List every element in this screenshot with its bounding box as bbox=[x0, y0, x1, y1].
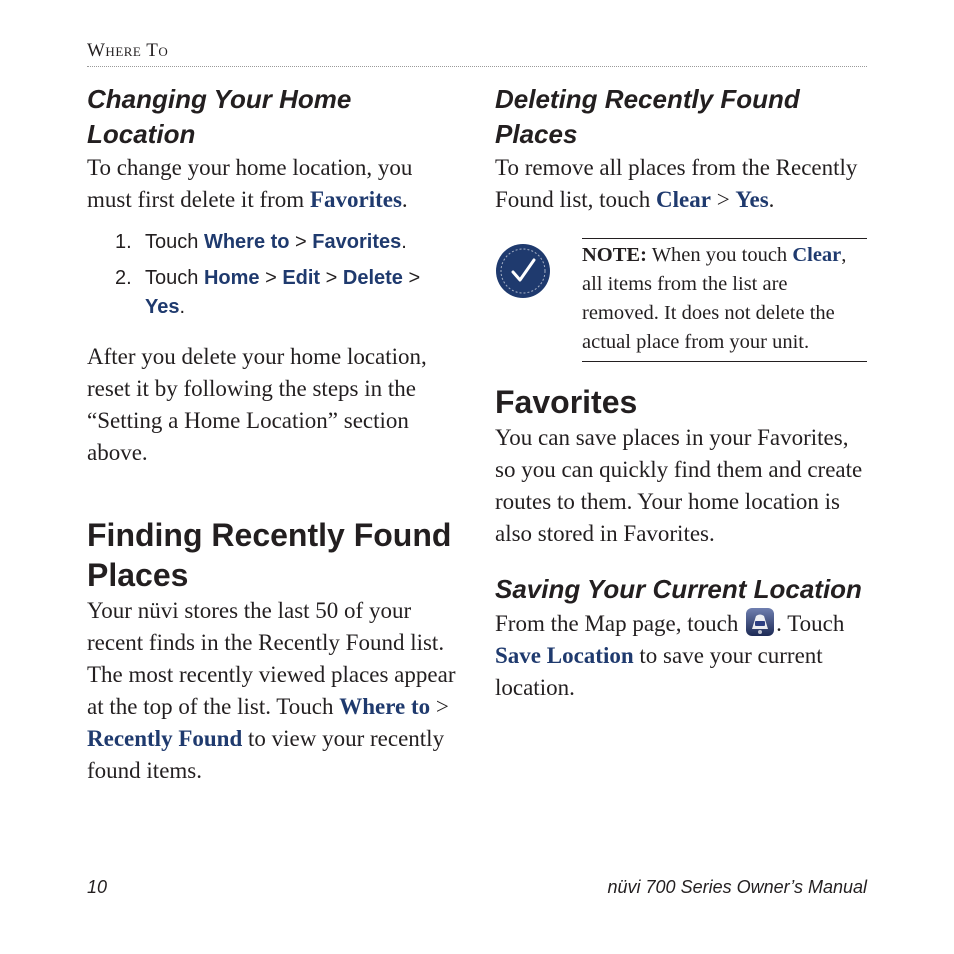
left-column bbox=[87, 82, 459, 787]
text: to save your current location. bbox=[495, 643, 823, 700]
page-number: 10 bbox=[87, 877, 108, 897]
text: To remove all places from the Recently Found list, touch bbox=[495, 155, 858, 212]
keyword-yes: Yes bbox=[735, 187, 769, 212]
heading-changing-home-location: Changing Your Home Location bbox=[87, 84, 352, 149]
note-label: NOTE: bbox=[582, 244, 647, 266]
heading-deleting-recently-found: Deleting Recently Found Places bbox=[495, 84, 800, 149]
heading-finding-recently-found: Finding Recently Found Places bbox=[87, 517, 452, 593]
text: to view your recently found items. bbox=[87, 726, 445, 783]
separator: > bbox=[402, 267, 421, 289]
keyword-clear: Clear bbox=[792, 244, 842, 266]
keyword-where-to: Where to bbox=[339, 694, 431, 719]
text: To change your home location, you must first delete it from bbox=[87, 155, 413, 212]
text: Touch bbox=[145, 231, 204, 253]
paragraph-changing-home bbox=[87, 152, 459, 216]
paragraph-favorites: You can save places in your Favorites, so you can quickly find them and create routes to them. Your home location is also stored in Favorites. bbox=[495, 425, 863, 546]
text: . bbox=[179, 296, 186, 318]
keyword-where-to: Where to bbox=[203, 231, 290, 253]
keyword-yes: Yes bbox=[145, 296, 180, 318]
keyword-home: Home bbox=[203, 267, 260, 289]
vehicle-map-icon bbox=[745, 607, 775, 637]
step-number: 1. bbox=[115, 231, 132, 253]
text: . bbox=[401, 187, 408, 212]
heading-favorites: Favorites bbox=[495, 384, 638, 420]
keyword-clear: Clear bbox=[656, 187, 711, 212]
note-callout bbox=[495, 238, 867, 358]
separator: > bbox=[710, 187, 736, 212]
text: . bbox=[768, 187, 775, 212]
text: . Touch bbox=[776, 611, 845, 636]
keyword-recently-found: Recently Found bbox=[87, 726, 243, 751]
text: , all items from the list are removed. It does not delete the actual place from your unit. bbox=[582, 244, 847, 353]
right-column bbox=[495, 82, 867, 704]
running-header: Where To bbox=[87, 40, 169, 61]
paragraph-after-delete: After you delete your home location, reset it by following the steps in the “Setting a Home Location” section above. bbox=[87, 344, 427, 465]
keyword-favorites: Favorites bbox=[309, 187, 402, 212]
paragraph-deleting bbox=[495, 152, 867, 216]
step-number: 2. bbox=[115, 267, 132, 289]
text: When you touch bbox=[646, 244, 793, 266]
keyword-save-location: Save Location bbox=[495, 643, 634, 668]
paragraph-finding bbox=[87, 595, 459, 787]
separator: > bbox=[259, 267, 283, 289]
note-box bbox=[582, 238, 867, 362]
separator: > bbox=[430, 694, 449, 719]
keyword-edit: Edit bbox=[282, 267, 321, 289]
keyword-delete: Delete bbox=[342, 267, 403, 289]
paragraph-saving bbox=[495, 607, 867, 704]
separator: > bbox=[320, 267, 343, 289]
step-1 bbox=[87, 228, 459, 257]
note-text bbox=[582, 241, 867, 357]
check-note-icon bbox=[495, 243, 551, 299]
separator: > bbox=[289, 231, 313, 253]
text: From the Map page, touch bbox=[495, 611, 745, 636]
manual-title: nüvi 700 Series Owner’s Manual bbox=[607, 877, 867, 897]
step-2 bbox=[87, 264, 459, 322]
keyword-favorites: Favorites bbox=[312, 231, 402, 253]
header-divider bbox=[87, 66, 867, 67]
text: Touch bbox=[145, 267, 204, 289]
steps-list bbox=[87, 228, 459, 322]
text: . bbox=[401, 231, 407, 253]
text: Your nüvi stores the last 50 of your recent finds in the Recently Found list. The most recently viewed places appear at the top of the list. Touch bbox=[87, 598, 456, 719]
heading-saving-current-location: Saving Your Current Location bbox=[495, 574, 862, 604]
